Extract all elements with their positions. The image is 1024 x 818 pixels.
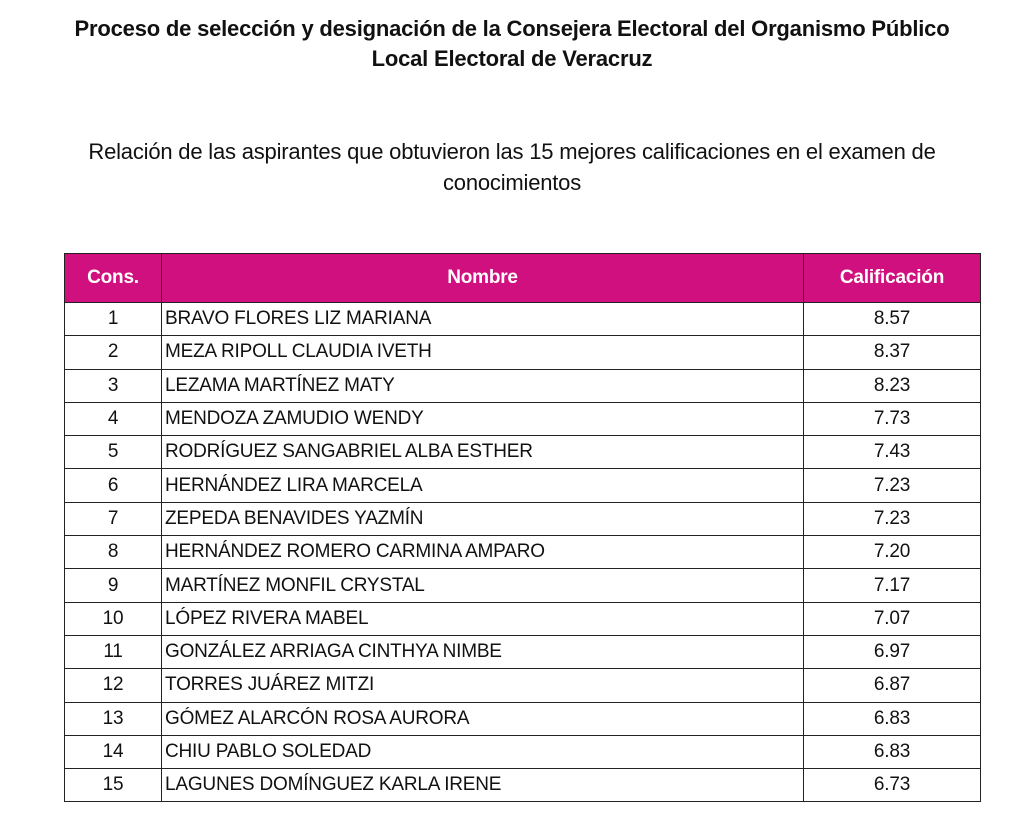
header-name: Nombre [162, 254, 804, 303]
cell-name: BRAVO FLORES LIZ MARIANA [162, 303, 804, 336]
cell-score: 7.23 [804, 502, 981, 535]
cell-score: 6.83 [804, 735, 981, 768]
cell-score: 6.73 [804, 769, 981, 802]
header-cons: Cons. [65, 254, 162, 303]
document-title-line-1: Proceso de selección y designación de la Consejera Electoral del Organismo Público [74, 16, 950, 41]
cell-score: 7.07 [804, 602, 981, 635]
cell-name: LÓPEZ RIVERA MABEL [162, 602, 804, 635]
cell-score: 6.87 [804, 669, 981, 702]
table-row [65, 702, 981, 735]
cell-name: TORRES JUÁREZ MITZI [162, 669, 804, 702]
document-title [40, 14, 984, 74]
cell-cons: 12 [65, 669, 162, 702]
cell-cons: 6 [65, 469, 162, 502]
table-row [65, 536, 981, 569]
document-title-line-2: Local Electoral de Veracruz [371, 46, 653, 71]
cell-score: 8.23 [804, 369, 981, 402]
header-score: Calificación [804, 254, 981, 303]
table-row [65, 436, 981, 469]
cell-score: 8.57 [804, 303, 981, 336]
table-row [65, 303, 981, 336]
table-row [65, 602, 981, 635]
cell-cons: 14 [65, 735, 162, 768]
document-subtitle-line-2: conocimientos [442, 170, 582, 195]
cell-score: 6.97 [804, 635, 981, 668]
table-row [65, 769, 981, 802]
table-row [65, 469, 981, 502]
cell-name: MENDOZA ZAMUDIO WENDY [162, 402, 804, 435]
table-header-row [65, 254, 981, 303]
cell-name: HERNÁNDEZ LIRA MARCELA [162, 469, 804, 502]
table-body [65, 303, 981, 802]
cell-name: LAGUNES DOMÍNGUEZ KARLA IRENE [162, 769, 804, 802]
cell-name: LEZAMA MARTÍNEZ MATY [162, 369, 804, 402]
cell-name: HERNÁNDEZ ROMERO CARMINA AMPARO [162, 536, 804, 569]
table-row [65, 502, 981, 535]
cell-score: 7.73 [804, 402, 981, 435]
cell-cons: 5 [65, 436, 162, 469]
cell-score: 7.17 [804, 569, 981, 602]
cell-score: 6.83 [804, 702, 981, 735]
cell-name: ZEPEDA BENAVIDES YAZMÍN [162, 502, 804, 535]
cell-name: GÓMEZ ALARCÓN ROSA AURORA [162, 702, 804, 735]
cell-cons: 11 [65, 635, 162, 668]
table-row [65, 402, 981, 435]
table-row [65, 735, 981, 768]
cell-name: MEZA RIPOLL CLAUDIA IVETH [162, 336, 804, 369]
cell-cons: 8 [65, 536, 162, 569]
cell-score: 7.23 [804, 469, 981, 502]
table-row [65, 336, 981, 369]
table-row [65, 369, 981, 402]
cell-score: 8.37 [804, 336, 981, 369]
table-row [65, 635, 981, 668]
table-row [65, 569, 981, 602]
cell-cons: 10 [65, 602, 162, 635]
cell-cons: 7 [65, 502, 162, 535]
document-subtitle [60, 136, 964, 198]
cell-score: 7.20 [804, 536, 981, 569]
cell-name: CHIU PABLO SOLEDAD [162, 735, 804, 768]
cell-cons: 4 [65, 402, 162, 435]
cell-cons: 13 [65, 702, 162, 735]
cell-name: MARTÍNEZ MONFIL CRYSTAL [162, 569, 804, 602]
document-subtitle-line-1: Relación de las aspirantes que obtuvieron las 15 mejores calificaciones en el examen de [88, 139, 936, 164]
cell-name: RODRÍGUEZ SANGABRIEL ALBA ESTHER [162, 436, 804, 469]
cell-name: GONZÁLEZ ARRIAGA CINTHYA NIMBE [162, 635, 804, 668]
cell-cons: 9 [65, 569, 162, 602]
cell-score: 7.43 [804, 436, 981, 469]
cell-cons: 15 [65, 769, 162, 802]
cell-cons: 1 [65, 303, 162, 336]
cell-cons: 3 [65, 369, 162, 402]
table-row [65, 669, 981, 702]
results-table [64, 253, 981, 802]
cell-cons: 2 [65, 336, 162, 369]
